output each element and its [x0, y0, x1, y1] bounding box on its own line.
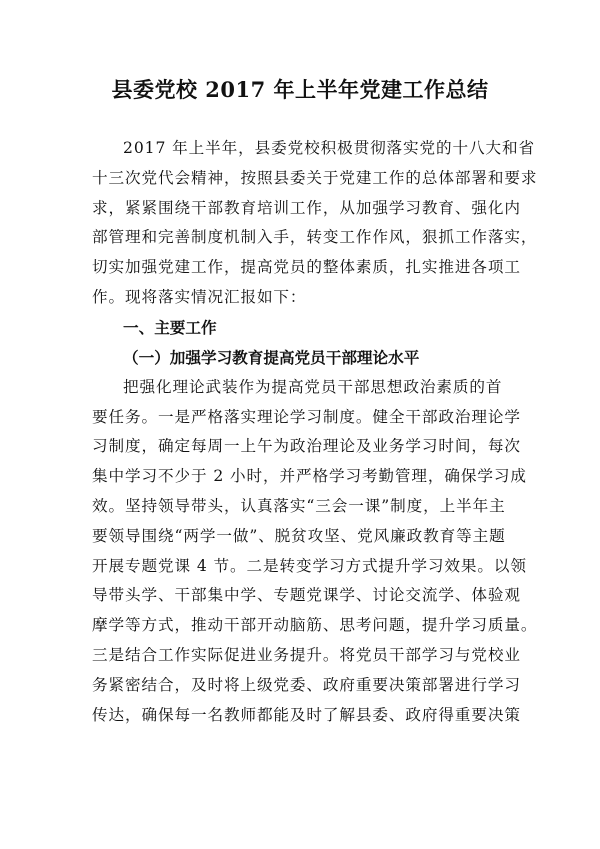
body-line: 导带头学、干部集中学、专题党课学、讨论交流学、体验观: [92, 586, 521, 605]
body-line: 摩学等方式，推动干部开动脑筋、思考问题，提升学习质量。: [92, 616, 538, 635]
spacer: [92, 118, 508, 134]
intro-line: 2017 年上半年，县委党校积极贯彻落实党的十八大和省: [123, 139, 536, 157]
intro-line: 切实加强党建工作，提高党员的整体素质，扎实推进各项工: [92, 258, 521, 277]
body-line: 要任务。一是严格落实理论学习制度。健全干部政治理论学: [92, 407, 521, 426]
intro-line: 部管理和完善制度机制入手，转变工作作风，狠抓工作落实，: [92, 228, 538, 247]
body-line: 要领导围绕“两学一做”、脱贫攻坚、党风廉政教育等主题: [92, 526, 506, 545]
body-line: 传达，确保每一名教师都能及时了解县委、政府得重要决策: [92, 705, 521, 724]
intro-paragraph: [92, 134, 538, 313]
body-line: 务紧密结合，及时将上级党委、政府重要决策部署进行学习: [92, 675, 521, 694]
body-paragraph: [92, 373, 538, 731]
document-title: 县委党校 2017 年上半年党建工作总结: [111, 77, 489, 102]
body-line: 集中学习不少于 2 小时，并严格学习考勤管理，确保学习成: [92, 467, 527, 486]
body-line: 开展专题党课 4 节。二是转变学习方式提升学习效果。以领: [92, 556, 527, 575]
intro-line: 作。现将落实情况汇报如下：: [92, 287, 307, 306]
subsection-heading: （一）加强学习教育提高党员干部理论水平: [123, 347, 420, 367]
intro-line: 求，紧紧围绕干部教育培训工作，从加强学习教育、强化内: [92, 198, 521, 217]
body-line: 把强化理论武装作为提高党员干部思想政治素质的首: [123, 377, 503, 396]
body-line: 三是结合工作实际促进业务提升。将党员干部学习与党校业: [92, 645, 521, 664]
section-heading: 一、主要工作: [123, 318, 217, 337]
body-line: 习制度，确定每周一上午为政治理论及业务学习时间，每次: [92, 437, 521, 456]
intro-line: 十三次党代会精神，按照县委关于党建工作的总体部署和要求: [92, 168, 538, 187]
body-line: 效。坚持领导带头，认真落实“三会一课”制度，上半年主: [92, 496, 506, 515]
